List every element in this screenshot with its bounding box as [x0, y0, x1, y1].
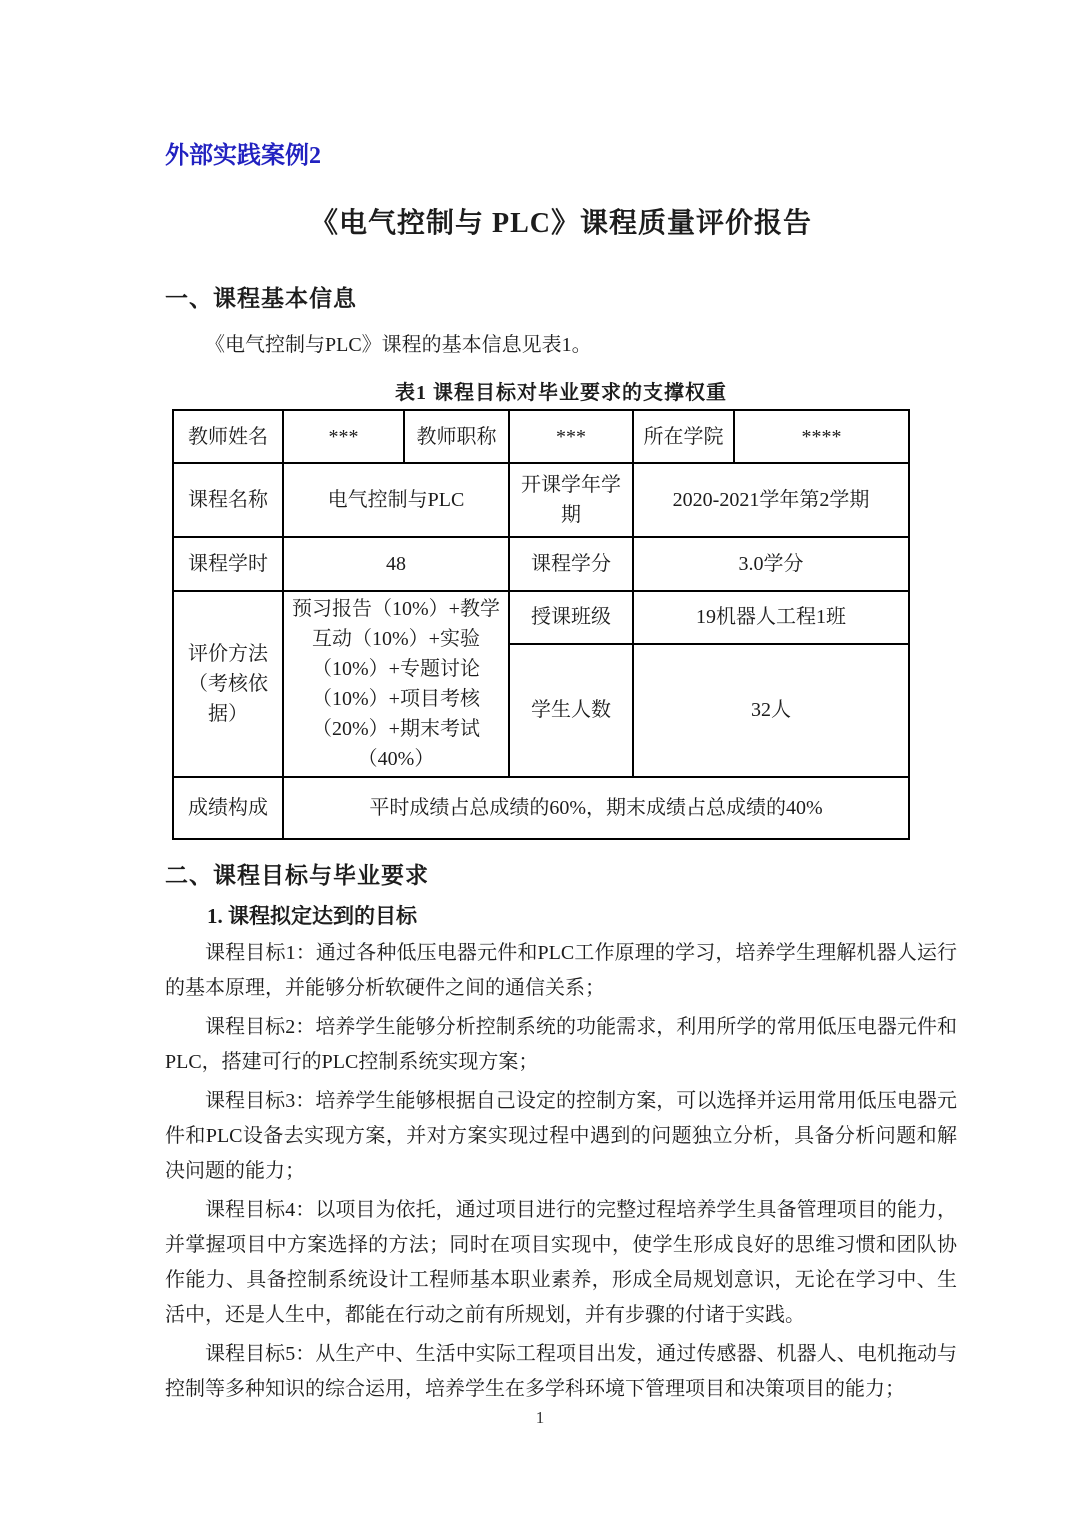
table-row [173, 777, 909, 839]
students-value: 32人 [633, 644, 909, 777]
table-1-caption: 表1 课程目标对毕业要求的支撑权重 [395, 382, 727, 404]
students-label: 学生人数 [509, 644, 633, 777]
teacher-name-value: *** [283, 410, 404, 463]
table-row [173, 591, 909, 644]
course-objective-5: 课程目标5：从生产中、生活中实际工程项目出发，通过传感器、机器人、电机拖动与控制等多种知识的综合运用，培养学生在多学科环境下管理项目和决策项目的能力； [165, 1343, 957, 1400]
page-number: 1 [535, 1408, 545, 1427]
course-objective-2: 课程目标2：培养学生能够分析控制系统的功能需求，利用所学的常用低压电器元件和PLC，搭建可行的PLC控制系统实现方案； [165, 1016, 957, 1073]
teacher-title-label: 教师职称 [404, 410, 509, 463]
teacher-name-label: 教师姓名 [173, 410, 283, 463]
credits-value: 3.0学分 [633, 537, 909, 591]
evaluation-method-label: 评价方法（考核依据） [173, 591, 283, 777]
grade-composition-label: 成绩构成 [173, 777, 283, 839]
section-2-subheading: 1. 课程拟定达到的目标 [207, 904, 417, 928]
evaluation-method-value: 预习报告（10%）+教学互动（10%）+实验（10%）+专题讨论（10%）+项目考核（20%）+期末考试（40%） [283, 591, 509, 777]
section-1-intro: 《电气控制与PLC》课程的基本信息见表1。 [205, 334, 592, 356]
section-1-heading: 一、课程基本信息 [165, 285, 357, 311]
course-name-label: 课程名称 [173, 463, 283, 537]
table-row [173, 463, 909, 537]
college-value: **** [734, 410, 909, 463]
course-objective-4: 课程目标4：以项目为依托，通过项目进行的完整过程培养学生具备管理项目的能力，并掌握项目中方案选择的方法；同时在项目实现中，使学生形成良好的思维习惯和团队协作能力、具备控制系统设计工程师基本职业素养，形成全局规划意识，无论在学习中、生活中，还是人生中，都能在行动之前有所规划，并有步骤的付诸于实践。 [165, 1199, 957, 1326]
document-title: 《电气控制与 PLC》课程质量评价报告 [309, 208, 812, 239]
table-row [173, 410, 909, 463]
term-label: 开课学年学期 [509, 463, 633, 537]
hours-value: 48 [283, 537, 509, 591]
case-label: 外部实践案例2 [165, 143, 321, 169]
course-objective-3: 课程目标3：培养学生能够根据自己设定的控制方案，可以选择并运用常用低压电器元件和PLC设备去实现方案，并对方案实现过程中遇到的问题独立分析，具备分析问题和解决问题的能力； [165, 1090, 957, 1182]
course-name-value: 电气控制与PLC [283, 463, 509, 537]
class-label: 授课班级 [509, 591, 633, 644]
teacher-title-value: *** [509, 410, 633, 463]
term-value: 2020-2021学年第2学期 [633, 463, 909, 537]
credits-label: 课程学分 [509, 537, 633, 591]
table-row [173, 537, 909, 591]
course-objective-1: 课程目标1：通过各种低压电器元件和PLC工作原理的学习，培养学生理解机器人运行的基本原理，并能够分析软硬件之间的通信关系； [165, 942, 957, 999]
grade-composition-value: 平时成绩占总成绩的60%，期末成绩占总成绩的40% [283, 777, 909, 839]
college-label: 所在学院 [633, 410, 734, 463]
course-info-table [172, 409, 910, 840]
hours-label: 课程学时 [173, 537, 283, 591]
section-2-heading: 二、课程目标与毕业要求 [165, 862, 429, 888]
class-value: 19机器人工程1班 [633, 591, 909, 644]
